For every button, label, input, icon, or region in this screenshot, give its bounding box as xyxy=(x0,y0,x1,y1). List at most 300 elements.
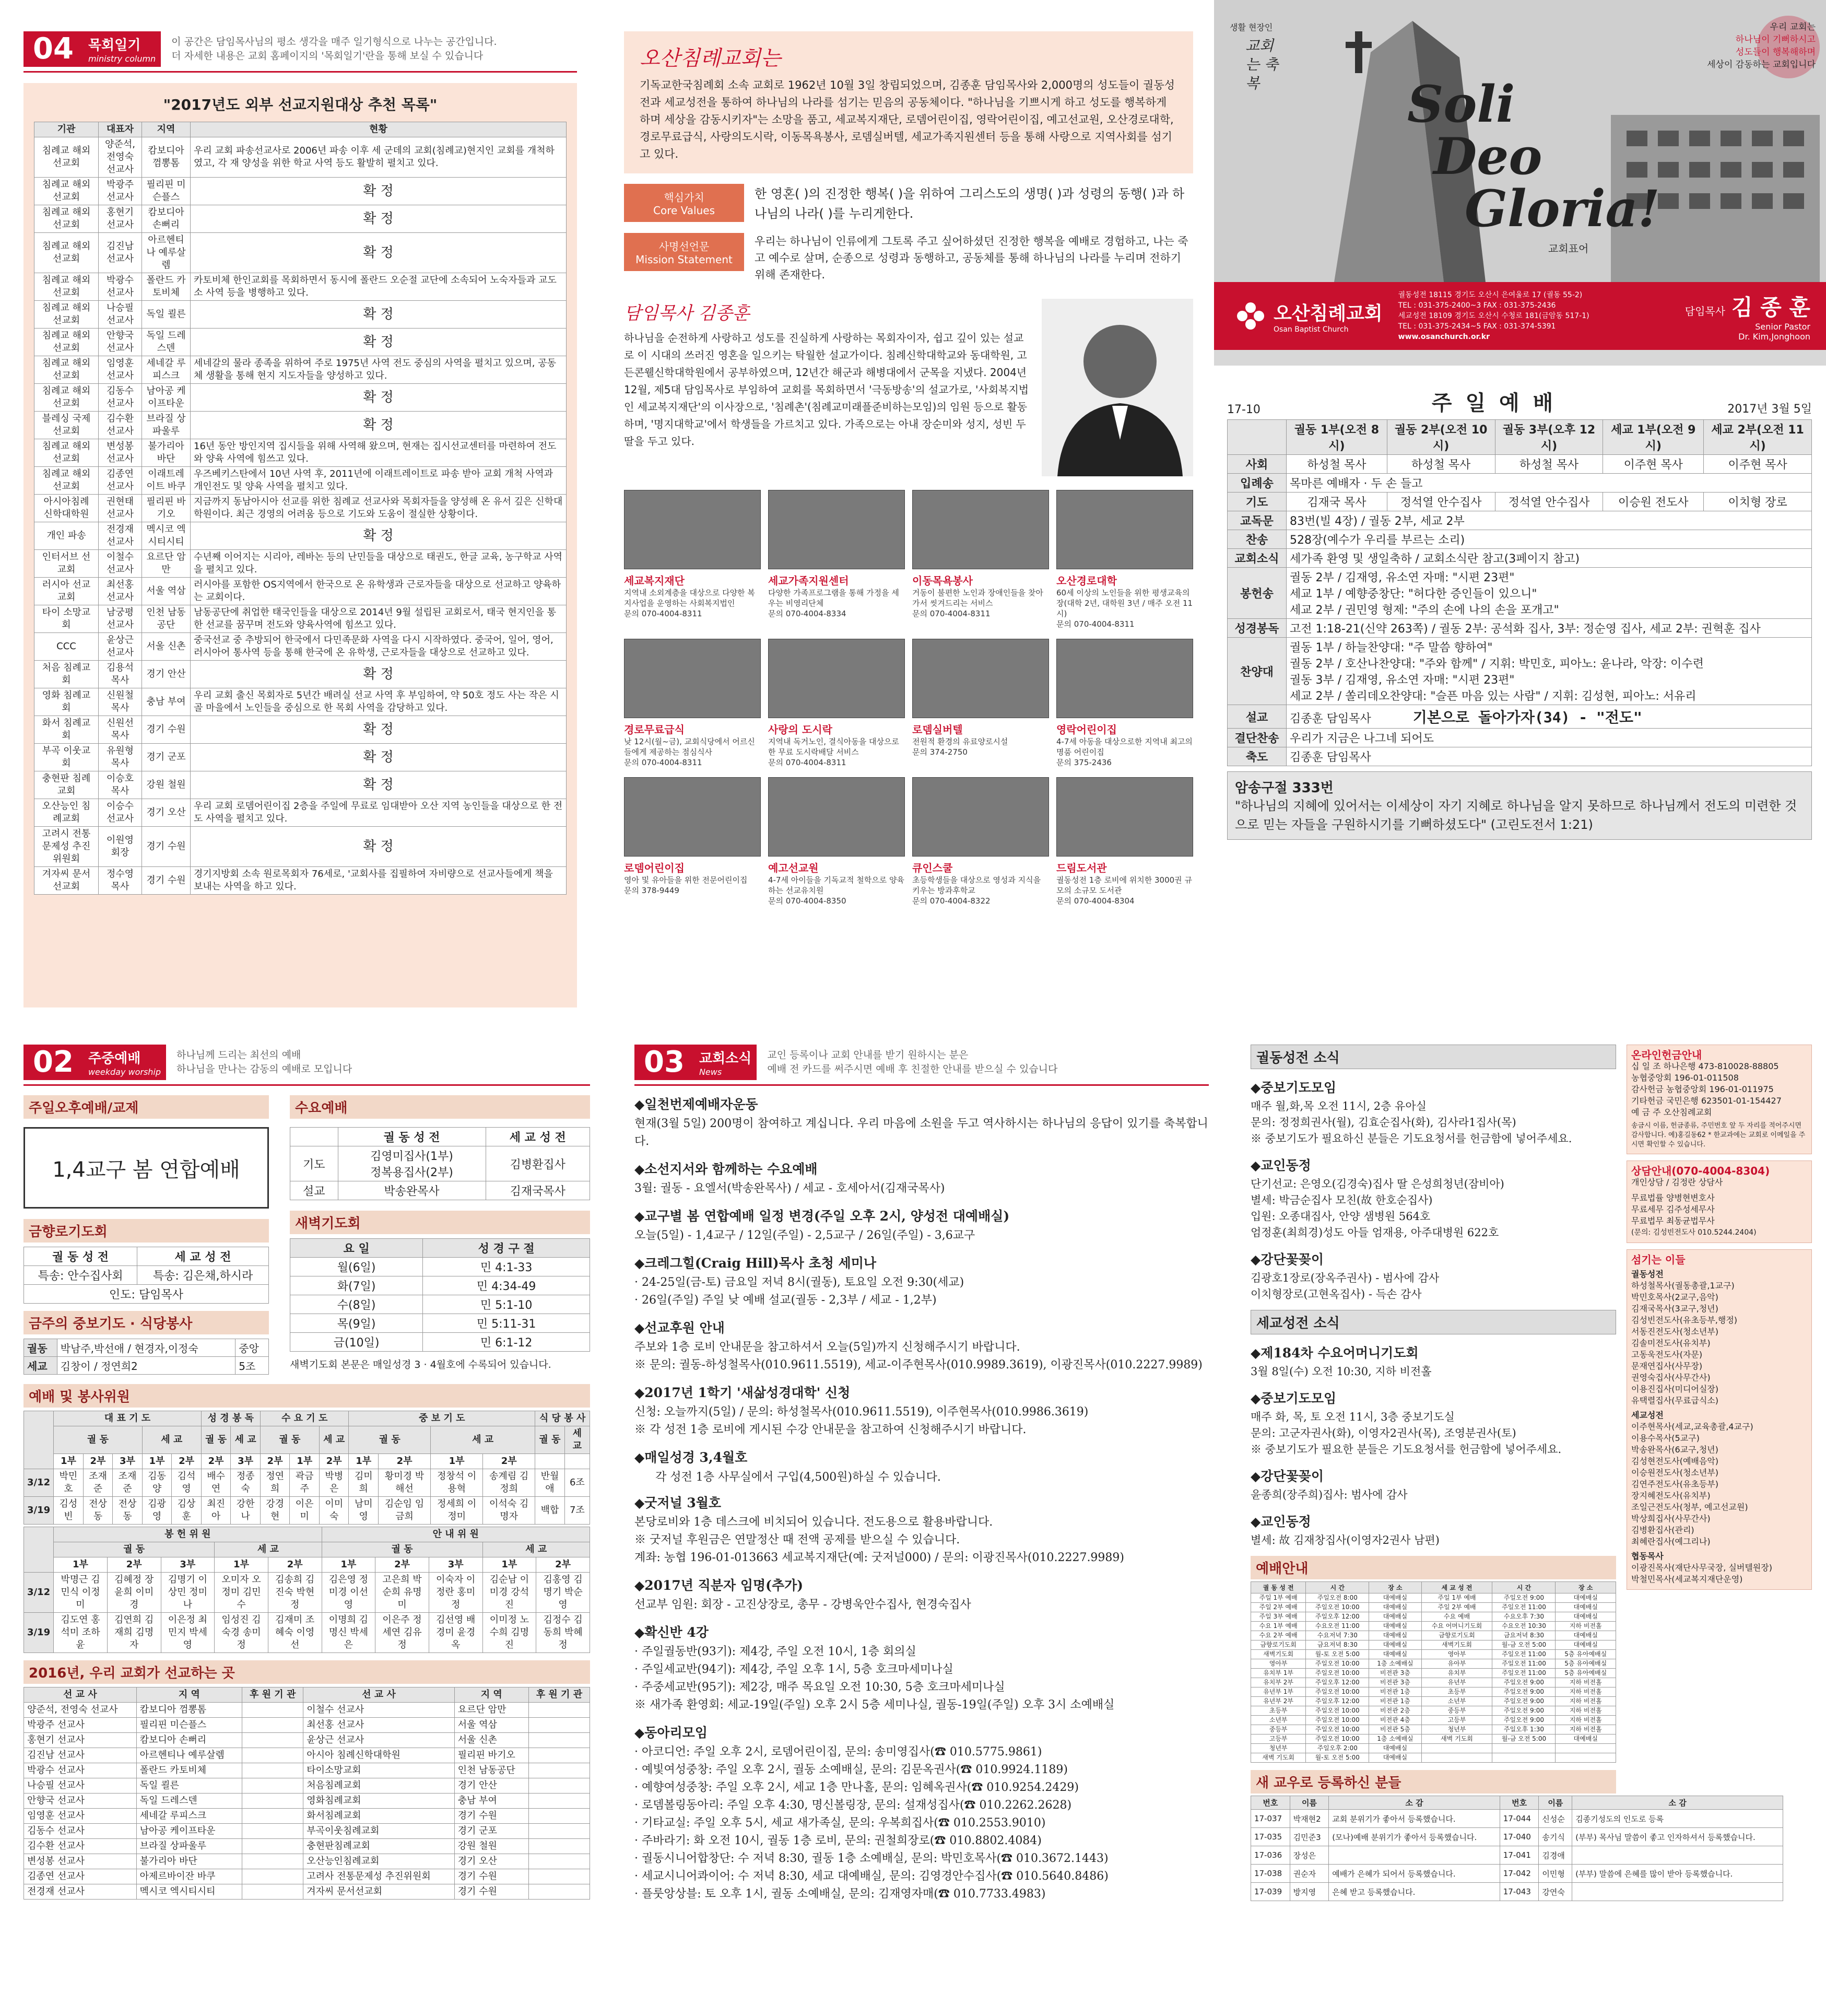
cell: 박재현2 xyxy=(1290,1810,1329,1828)
col-header: 세 교 성 전 xyxy=(1421,1582,1492,1593)
col-header: 성 경 구 절 xyxy=(423,1239,590,1258)
table-cell: 처음 침례교회 xyxy=(34,661,99,688)
worship-row xyxy=(1228,747,1812,766)
service-desc: 4-7세 아동을 대상으로한 지역내 최고의 명품 어린이집 xyxy=(1056,737,1193,757)
sermon-title: 기본으로 돌아가자(34) - "전도" xyxy=(1412,709,1642,726)
cell: 월-토 오전 5:00 xyxy=(1306,1650,1369,1659)
cell: 영아부 xyxy=(1251,1659,1306,1669)
table-row xyxy=(34,205,567,233)
website-link[interactable]: www.osanchurch.or.kr xyxy=(1398,333,1490,341)
cell: 충현판침례교회 xyxy=(303,1839,454,1854)
intro-line: 하나님을 만나는 감동의 예배로 모입니다 xyxy=(176,1063,352,1075)
cell: 박민호 xyxy=(54,1469,84,1497)
cell: 유년부 1부 xyxy=(1251,1687,1306,1697)
part-header: 2부 xyxy=(83,1454,113,1469)
table-row xyxy=(34,744,567,771)
cell: 수(8일) xyxy=(290,1295,423,1314)
pastor-label: 담임목사 xyxy=(1684,305,1726,318)
cell: 주일오후 12:00 xyxy=(1306,1612,1369,1622)
cell: 비전관 5층 xyxy=(1369,1725,1421,1734)
table-cell: 확 정 xyxy=(191,771,567,799)
table-cell: 확 정 xyxy=(191,412,567,439)
cell: 김명기 이상민 정미나 xyxy=(161,1573,215,1613)
motto-line: 성도들이 행복해하며 xyxy=(1735,47,1816,57)
news-line: · 아코디언: 주일 오후 2시, 로뎀어린이집, 문의: 송미영집사(☎ 010.5775.9861) xyxy=(634,1745,1042,1759)
cell: 독일 드레스덴 xyxy=(136,1794,242,1809)
cell: 월(6일) xyxy=(290,1258,423,1276)
group-header: 성 경 봉 독 xyxy=(201,1411,260,1426)
news-heading: ◆크레그힐(Craig Hill)목사 초청 세미나 xyxy=(634,1256,877,1271)
table-cell: 이원영 회장 xyxy=(99,827,142,867)
service-photo xyxy=(1056,639,1193,718)
corner-cell xyxy=(24,1527,54,1573)
cell: 대예배실 xyxy=(1556,1612,1616,1622)
table-row xyxy=(34,233,567,273)
cell: 5층 유아예배실 xyxy=(1556,1669,1616,1678)
corner-cell xyxy=(24,1411,54,1469)
pastor-photo xyxy=(1042,299,1193,476)
cell: 유년부 2부 xyxy=(1251,1697,1306,1706)
cell: 주일 2부 예배 xyxy=(1251,1603,1306,1612)
col-header: 궐 동 성 전 xyxy=(24,1247,137,1266)
page-number: 03 xyxy=(644,1045,685,1079)
part-header: 2부 xyxy=(268,1557,322,1573)
list-item: 박철민목사(세교복지재단운영) xyxy=(1631,1574,1743,1584)
cell: 주일오전 8:00 xyxy=(1306,1593,1369,1603)
cell xyxy=(242,1809,303,1824)
cell: 7조 xyxy=(564,1497,590,1525)
cell xyxy=(528,1824,590,1839)
cell: 수요 1부 예배 xyxy=(1251,1622,1306,1631)
news-line: · 플룻앙상블: 토 오후 1시, 궐동 소예배실, 문의: 김재영자매(☎ 010.7733.4983) xyxy=(634,1888,1046,1901)
row-label: 사회 xyxy=(1228,455,1287,474)
cell: 5조 xyxy=(235,1357,269,1375)
list-item: 이용수목사(5교구) xyxy=(1631,1433,1700,1443)
col-header: 기관 xyxy=(34,122,99,137)
news-line: · 예빛여성중창: 주일 오후 2시, 궐동 소예배실, 문의: 김문옥권사(☎ 010.9924.1189) xyxy=(634,1763,1068,1776)
table-cell: 충현판 침례교회 xyxy=(34,771,99,799)
cell: 이은미 xyxy=(290,1497,320,1525)
list-item: 이용진집사(미디어실장) xyxy=(1631,1384,1719,1394)
table-row xyxy=(24,1339,269,1357)
counseling-box xyxy=(1627,1161,1812,1243)
cell: 이승원 전도사 xyxy=(1603,493,1704,511)
part-header: 2부 xyxy=(260,1454,290,1469)
service-photo xyxy=(624,777,761,857)
missions-table xyxy=(23,1687,590,1900)
cell xyxy=(1556,1753,1616,1763)
row-label: 기도 xyxy=(1228,493,1287,511)
table-cell: 독일 쾰른 xyxy=(142,301,191,329)
news-heading: ◆강단꽃꽂이 xyxy=(1251,1469,1324,1484)
cell: 이명희 김명신 박세은 xyxy=(322,1613,375,1653)
news-heading: ◆매일성경 3,4월호 xyxy=(634,1450,748,1465)
row-label: 설교 xyxy=(290,1181,338,1200)
table-cell: 서울 신촌 xyxy=(142,633,191,661)
table-row xyxy=(1251,1810,1783,1828)
cell: 인도: 담임목사 xyxy=(24,1285,269,1304)
table-row xyxy=(290,1333,590,1352)
sub-header: 세 교 xyxy=(564,1426,590,1454)
part-header: 3부 xyxy=(231,1454,261,1469)
service-desc: 60세 이상의 노인들을 위한 평생교육의 장(대학 2년, 대학원 3년 / 매주 오전 11시) xyxy=(1056,588,1193,618)
cell: 강연숙 xyxy=(1539,1883,1572,1901)
cell: 이철수 선교사 xyxy=(303,1703,454,1718)
news-heading: ◆강단꽃꽂이 xyxy=(1251,1252,1324,1267)
cell: 대예배실 xyxy=(1556,1640,1616,1650)
row-label: 입례송 xyxy=(1228,474,1287,493)
cell: 아제르바이잔 바쿠 xyxy=(136,1869,242,1884)
cell: 주일오전 10:00 xyxy=(1306,1669,1369,1678)
cell: 대예배실 xyxy=(1369,1622,1421,1631)
news-line: · 기타교실: 주일 오후 5시, 세교 새가족실, 문의: 우복희집사(☎ 010.2553.9010) xyxy=(634,1816,1046,1830)
cell: 주일오전 9:00 xyxy=(1492,1706,1556,1716)
cover-calligraphy: 교회는 축복 xyxy=(1245,37,1278,92)
table-cell: 강원 철원 xyxy=(142,771,191,799)
table-row xyxy=(34,273,567,301)
news-line: 현재(3월 5일) 200명이 참여하고 계십니다. 우리 마음에 소원을 두고 역사하시는 하나님의 응답이 있기를 축복합니다. xyxy=(634,1117,1208,1148)
cell: 중앙 xyxy=(235,1339,269,1357)
table-cell: 확 정 xyxy=(191,744,567,771)
table-cell: 러시아를 포함한 OS지역에서 한국으로 온 유학생과 근로자들을 대상으로 선교하고 양육하는 교회이다. xyxy=(191,578,567,605)
staff-group: 협동목사 xyxy=(1631,1551,1664,1561)
cell: 반월애 xyxy=(535,1469,565,1497)
cell: 특송: 김은채,하시라 xyxy=(137,1266,269,1285)
gwoldong-news xyxy=(1251,1077,1616,1303)
table-cell: 남동공단에 취업한 태국인들을 대상으로 2014년 9월 설립된 교회로서, 태국 현지인을 통한 선교를 꿈꾸며 전도와 양육사역에 힘쓰고 있다. xyxy=(191,605,567,633)
table-cell: 권현태 선교사 xyxy=(99,495,142,522)
service-photo xyxy=(912,639,1049,718)
cell: 주일 2부 예배 xyxy=(1421,1603,1492,1612)
list-item: 박송완목사(6교구,청년) xyxy=(1631,1445,1718,1455)
cell xyxy=(242,1839,303,1854)
cell xyxy=(1287,705,1812,729)
service-title: 사랑의 도시락 xyxy=(768,723,832,736)
section-tag: 목회일기 xyxy=(88,38,141,53)
table-row xyxy=(34,301,567,329)
staff-group: 궐동성전 xyxy=(1631,1269,1664,1279)
section-header: 주일오후예배/교제 xyxy=(23,1095,269,1119)
table-cell: 우리 교회 파송선교사로 2006년 파송 이후 세 군데의 교회(침례교)현지인 교회를 개척하였고, 각 재 양성을 위한 학교 사역 등도 활발히 펼치고 있다. xyxy=(191,137,567,178)
news-line: ※ 중보기도가 필요한 분들은 기도요청서를 헌금함에 넣어주세요. xyxy=(1251,1443,1562,1456)
cell: 유아부 xyxy=(1421,1659,1492,1669)
table-row xyxy=(34,384,567,412)
section-header: 예배안내 xyxy=(1251,1556,1616,1579)
service-title: 큐인스쿨 xyxy=(912,862,953,874)
news-line: · 궐동시니어합창단: 수 저녁 8:30, 궐동 1층 소예배실, 문의: 박민호목사(☎ 010.3672.1443) xyxy=(634,1852,1109,1865)
cell: 17-042 xyxy=(1500,1865,1539,1883)
sub-header: 궐 동 xyxy=(322,1542,482,1557)
cell: 하성철 목사 xyxy=(1287,455,1387,474)
news-line: 김광호1장로(장옥주권사) - 범사에 감사 xyxy=(1251,1272,1440,1284)
part-header: 2부 xyxy=(379,1454,431,1469)
worship-row xyxy=(1228,638,1812,705)
col-header: 소 감 xyxy=(1572,1796,1783,1810)
table-cell: 최선홍 선교사 xyxy=(99,578,142,605)
table-row xyxy=(1251,1593,1616,1603)
part-header: 3부 xyxy=(429,1557,482,1573)
cell: 청년부 xyxy=(1251,1744,1306,1753)
sub-header: 세 교 xyxy=(215,1542,322,1557)
cell: 경기 군포 xyxy=(454,1824,528,1839)
cell: 주일오후 12:00 xyxy=(1306,1678,1369,1687)
part-header: 1부 xyxy=(290,1454,320,1469)
motto-line: 하나님이 기뻐하시고 xyxy=(1735,34,1816,45)
cell: 김송희 김진숙 박현정 xyxy=(268,1573,322,1613)
page-number: 02 xyxy=(33,1045,74,1079)
cell: 예배가 은혜가 되어서 등록했습니다. xyxy=(1329,1865,1500,1883)
table-cell: 윤상근 선교사 xyxy=(99,633,142,661)
cell: 이미숙 xyxy=(319,1497,349,1525)
cell: 지하 비전홀 xyxy=(1556,1725,1616,1734)
cell: 박광수 선교사 xyxy=(24,1763,137,1778)
news-heading: ◆제184차 수요어머니기도회 xyxy=(1251,1345,1419,1361)
service-desc: 4-7세 아이들을 기독교적 철학으로 양육하는 선교유치원 xyxy=(768,875,904,895)
cell: 독일 쾰른 xyxy=(136,1778,242,1794)
table-cell: 경기 군포 xyxy=(142,744,191,771)
service-card xyxy=(768,490,905,629)
cell: 지하 비전홀 xyxy=(1556,1697,1616,1706)
cell: 새벽 기도회 xyxy=(1251,1753,1306,1763)
worship-title: 주 일 예 배 xyxy=(1431,391,1557,415)
service-phone: 문의 375-2436 xyxy=(1056,758,1112,767)
cell: 하성철 목사 xyxy=(1495,455,1603,474)
cell: 황미경 박해선 xyxy=(379,1469,431,1497)
cell: 1층 소예배실 xyxy=(1369,1734,1421,1744)
list-item: 김연주전도사(유초등부) xyxy=(1631,1479,1719,1489)
table-cell: 침례교 해외선교회 xyxy=(34,329,99,356)
cell: 영아부 xyxy=(1421,1650,1492,1659)
intro-line: 이 공간은 담임목사님의 평소 생각을 매주 일기형식으로 나누는 공간입니다. xyxy=(171,36,497,48)
cell: 17-041 xyxy=(1500,1846,1539,1865)
news-line: · 예향여성중창: 주일 오후 2시, 세교 1층 만나홀, 문의: 임혜옥권사(☎ 010.9254.2429) xyxy=(634,1781,1079,1794)
cell: 주일오전 9:00 xyxy=(1492,1678,1556,1687)
table-row xyxy=(1251,1846,1783,1865)
table-cell: 인터서브 선교회 xyxy=(34,550,99,578)
table-cell: 부곡 이웃교회 xyxy=(34,744,99,771)
table-cell: 필리핀 미슨플스 xyxy=(142,178,191,205)
wednesday-table xyxy=(290,1127,590,1200)
table-cell: 영화 침례교회 xyxy=(34,688,99,716)
cell xyxy=(1287,638,1812,705)
table-row xyxy=(24,1703,590,1718)
preacher: 김종훈 담임목사 xyxy=(1290,712,1371,725)
news-heading: ◆소선지서와 함께하는 수요예배 xyxy=(634,1162,818,1177)
cell: 대예배실 xyxy=(1556,1631,1616,1640)
cell xyxy=(242,1869,303,1884)
cell-line: 궐동 2부 / 호산나찬양대: "주와 함께" / 지휘: 박민호, 피아노: 윤나라, 악장: 이수련 xyxy=(1290,658,1704,671)
news-heading: ◆교구별 봄 연합예배 일정 변경(주일 오후 2시, 양성전 대예배실) xyxy=(634,1209,1010,1224)
table-cell: CCC xyxy=(34,633,99,661)
cell: 이은주 정세연 김유정 xyxy=(375,1613,429,1653)
list-item: 조일근전도사(청부, 예고선교원) xyxy=(1631,1502,1748,1512)
cell: 정종숙 xyxy=(231,1469,261,1497)
cell: 6조 xyxy=(564,1469,590,1497)
news-line: · 주중세교반(95기): 제2강, 매주 목요일 오전 10:30, 5층 호크마세미나실 xyxy=(634,1681,1005,1694)
list-item: 김성빈전도사(유초등부,행정) xyxy=(1631,1315,1738,1325)
service-card xyxy=(768,639,905,768)
list-item: 이광진목사(재단사무국장, 실버텔원장) xyxy=(1631,1563,1772,1573)
memory-verse-box xyxy=(1227,771,1812,840)
counsel-sub: 개인상담 / 김정란 상담사 xyxy=(1631,1177,1723,1187)
table-row xyxy=(290,1314,590,1333)
table-cell: 김용석 목사 xyxy=(99,661,142,688)
header-row xyxy=(24,1687,590,1703)
col-header: 세 교 성 전 xyxy=(137,1247,269,1266)
cell xyxy=(1572,1846,1783,1865)
cell-line: 세교 2부 / 권민영 형제: "주의 손에 나의 손을 포개고" xyxy=(1290,604,1559,617)
cell: 전상동 xyxy=(113,1497,143,1525)
header-row xyxy=(24,1454,590,1469)
table-cell: 블레싱 국제선교회 xyxy=(34,412,99,439)
table-row xyxy=(1251,1678,1616,1687)
cell: 유치부 2부 xyxy=(1251,1678,1306,1687)
section-tag-en: ministry column xyxy=(88,54,156,64)
cell: 수요 2부 예배 xyxy=(1251,1631,1306,1640)
cell xyxy=(528,1748,590,1763)
table-cell: 확 정 xyxy=(191,716,567,744)
service-phone: 문의 070-4004-8311 xyxy=(624,758,702,767)
cell: 김수환 선교사 xyxy=(24,1839,137,1854)
cell: 방지영 xyxy=(1290,1883,1329,1901)
table-row xyxy=(34,799,567,827)
table-cell: 우리 교회 로뎀어린이집 2층을 주일에 무료로 임대받아 오산 지역 농인들을 대상으로 한 전도 사역을 펼치고 있다. xyxy=(191,799,567,827)
service-desc: 전원적 환경의 유료양로시설 xyxy=(912,737,1008,746)
table-cell: 수년째 이어지는 시리아, 레바논 등의 난민들을 대상으로 태권도, 한글 교육, 농구학교 사역을 펼치고 있다. xyxy=(191,550,567,578)
cell: 김은영 정미경 이선영 xyxy=(322,1573,375,1613)
panel-04 xyxy=(23,31,577,1007)
row-label: 교회소식 xyxy=(1228,549,1287,568)
service-photo xyxy=(912,490,1049,569)
cell: 청년부 xyxy=(1421,1725,1492,1734)
list-item: 이주현목사(세교,교육총괄,4교구) xyxy=(1631,1422,1753,1432)
cell: 주일오전 10:00 xyxy=(1306,1603,1369,1612)
service-title: 세교복지재단 xyxy=(624,575,685,587)
news-line: 본당로비와 1층 데스크에 비치되어 있습니다. 전도용으로 활용바랍니다. xyxy=(634,1516,993,1529)
part-header: 1부 xyxy=(349,1454,379,1469)
table-cell: 브라질 상파울루 xyxy=(142,412,191,439)
sub-header: 세 교 xyxy=(482,1542,590,1557)
table-row xyxy=(24,1824,590,1839)
cell: 박송완목사 xyxy=(338,1181,486,1200)
table-cell: 김진남 선교사 xyxy=(99,233,142,273)
news-line: 오늘(5일) - 1,4교구 / 12일(주일) - 2,5교구 / 26일(주일) - 3,6교구 xyxy=(634,1229,975,1242)
table-row xyxy=(24,1854,590,1869)
cell: 대예배실 xyxy=(1369,1603,1421,1612)
table-row xyxy=(34,522,567,550)
table-cell: 침례교 해외선교회 xyxy=(34,301,99,329)
cell: 비전관 3층 xyxy=(1369,1678,1421,1687)
table-cell: 확 정 xyxy=(191,827,567,867)
table-cell: 확 정 xyxy=(191,661,567,688)
col-header: 궐동 1부(오전 8시) xyxy=(1287,420,1387,455)
table-cell: 유원형 목사 xyxy=(99,744,142,771)
cell: 신성순 xyxy=(1539,1810,1572,1828)
cell: 박광주 선교사 xyxy=(24,1718,137,1733)
cell: 김병환집사 xyxy=(486,1146,590,1181)
cell: 17-038 xyxy=(1251,1865,1290,1883)
table-row xyxy=(34,633,567,661)
table-cell: 경기 오산 xyxy=(142,799,191,827)
sub-header: 궐 동 xyxy=(535,1426,565,1454)
news-line: 윤종희(장주희)집사: 범사에 감사 xyxy=(1251,1488,1408,1501)
date-cell: 3/12 xyxy=(24,1573,54,1613)
col-header: 장 소 xyxy=(1369,1582,1421,1593)
cell: 궐동 xyxy=(24,1339,57,1357)
part-header: 1부 xyxy=(54,1557,108,1573)
table-cell: 아시아침례 신학대학원 xyxy=(34,495,99,522)
cell: 세네갈 루피스크 xyxy=(136,1809,242,1824)
service-phone: 문의 070-4004-8334 xyxy=(768,609,846,618)
offering-note: 송금시 이름, 헌금종류, 주민번호 앞 두 자리를 적어주시면 감사합니다. 예)홍길동62 * 한교과에는 교회로 이메일을 주시면 확인할 수 있습니다. xyxy=(1631,1122,1806,1148)
news-line: ※ 굿저널 후원금은 연말정산 때 전액 공제를 받으실 수 있습니다. xyxy=(634,1533,960,1546)
news-line: ※ 새가족 환영회: 세교-19일(주일) 오후 2시 5층 세미나실, 궐동-19일(주일) 오후 3시 소예배실 xyxy=(634,1698,1115,1712)
table-cell: 경기 수원 xyxy=(142,867,191,895)
worship-row xyxy=(1228,455,1812,474)
worship-row xyxy=(1228,568,1812,619)
church-intro-panel xyxy=(624,31,1193,906)
prayer-duty-table xyxy=(23,1339,269,1375)
table-cell: 멕시코 엑시티시티 xyxy=(142,522,191,550)
cell: 금요저녁 8:30 xyxy=(1492,1631,1556,1640)
cell xyxy=(242,1763,303,1778)
cell: 주일오전 10:00 xyxy=(1306,1716,1369,1725)
news-line: ※ 중보기도가 필요하신 분들은 기도요청서를 헌금함에 넣어주세요. xyxy=(1251,1132,1572,1145)
service-title: 이동목욕봉사 xyxy=(912,575,973,587)
cell xyxy=(528,1809,590,1824)
latin-motto-1: Soli xyxy=(1407,75,1515,134)
table-row xyxy=(1251,1631,1616,1640)
news-line: · 26일(주일) 주일 낮 예배 설교(궐동 - 2,3부 / 세교 - 1,2부) xyxy=(634,1294,937,1307)
news-line: 별세: 박금순집사 모친(故 한호순집사) xyxy=(1251,1194,1433,1206)
table-row xyxy=(24,1839,590,1854)
service-title: 오산경로대학 xyxy=(1056,575,1117,587)
table-cell: 경기지방회 소속 원로목회자 76세로, '교회사를 집필하여 자비량으로 선교사들에게 책을 보내는 사역을 하고 있다. xyxy=(191,867,567,895)
cell: 처음침례교회 xyxy=(303,1778,454,1794)
service-title: 세교가족지원센터 xyxy=(768,575,849,587)
staff-list xyxy=(1631,1562,1807,1585)
table-row xyxy=(24,1469,590,1497)
cell: 임영훈 선교사 xyxy=(24,1809,137,1824)
news-list xyxy=(634,1094,1209,1903)
box-title: 상담안내(070-4004-8304) xyxy=(1631,1165,1770,1177)
sidebar-info xyxy=(1627,1045,1812,1590)
news-line: 단기선교: 은영오(김경숙)집사 딸 은성희청년(잠비아) xyxy=(1251,1178,1504,1190)
table-cell: 경기 수원 xyxy=(142,827,191,867)
service-desc: 궐동성전 1층 로비에 위치한 3000권 규모의 소규모 도서관 xyxy=(1056,875,1192,895)
core-values-text: 한 영혼( )의 진정한 행복( )을 위하여 그리스도의 생명( )과 성령의 동행( )과 하나님의 나라( )를 누리게한다. xyxy=(755,186,1185,221)
cell xyxy=(528,1869,590,1884)
table-row xyxy=(34,329,567,356)
cell: 장성은 xyxy=(1290,1846,1329,1865)
table-cell: 요르단 암만 xyxy=(142,550,191,578)
section-header: 금주의 중보기도 · 식당봉사 xyxy=(23,1311,269,1334)
cell: 중등부 xyxy=(1421,1706,1492,1716)
address-line: 궐동성전 18115 경기도 오산시 은여울로 17 (궐동 55-2) xyxy=(1398,291,1583,299)
table-row xyxy=(34,550,567,578)
cell: 경기 오산 xyxy=(454,1854,528,1869)
col-header: 선 교 사 xyxy=(303,1687,454,1703)
col-header: 대표자 xyxy=(99,122,142,137)
cell: 이숙자 이정란 홍미정 xyxy=(429,1573,482,1613)
pastor-name: 김 종 훈 xyxy=(1731,295,1810,320)
news-heading: ◆중보기도모임 xyxy=(1251,1080,1337,1095)
service-card xyxy=(1056,777,1193,906)
intro-script-title: 오산침례교회는 xyxy=(640,46,781,71)
cell xyxy=(242,1733,303,1748)
table-cell: 개인 파송 xyxy=(34,522,99,550)
table-row xyxy=(24,1884,590,1900)
